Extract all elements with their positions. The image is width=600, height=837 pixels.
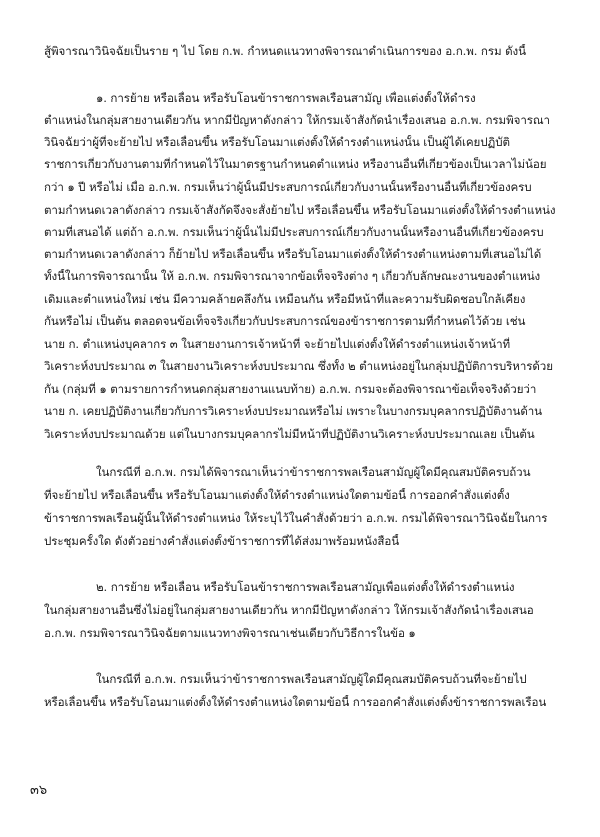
- paragraph-line: หรือเลื่อนขึ้น หรือรับโอนมาแต่งตั้งให้ดำรงตำแหน่งใดตามข้อนี้ การออกคำสั่งแต่งตั้งข้าราชการพลเรือน: [44, 695, 547, 709]
- paragraph-line: กันหรือไม่ เป็นต้น ตลอดจนข้อเท็จจริงเกี่ยวกับประสบการณ์ของข้าราชการตามที่กำหนดไว้ด้วย เช่น: [44, 314, 526, 328]
- paragraph-line: อ.ก.พ. กรมพิจารณาวินิจฉัยตามแนวทางพิจารณาเช่นเดียวกับวิธีการในข้อ ๑: [44, 626, 416, 640]
- paragraph-line: วิเคราะห์งบประมาณ ๓ ในสายงานวิเคราะห์งบประมาณ ซึ่งทั้ง ๒ ตำแหน่งอยู่ในกลุ่มปฏิบัติการบริหารด้วย: [44, 359, 553, 373]
- paragraph-line: ประชุมครั้งใด ดังตัวอย่างคำสั่งแต่งตั้งข้าราชการที่ได้ส่งมาพร้อมหนังสือนี้: [44, 534, 400, 548]
- paragraph-line: ตำแหน่งในกลุ่มสายงานเดียวกัน หากมีปัญหาดังกล่าว ให้กรมเจ้าสังกัดนำเรื่องเสนอ อ.ก.พ. กรมพิจารณา: [44, 113, 550, 127]
- paragraph-line: ราชการเกี่ยวกับงานตามที่กำหนดไว้ในมาตรฐานกำหนดตำแหน่ง หรืองานอื่นที่เกี่ยวข้องเป็นเวลาไม่น้อย: [44, 157, 547, 171]
- section-2-heading-line: ๒. การย้าย หรือเลื่อน หรือรับโอนข้าราชการพลเรือนสามัญเพื่อแต่งตั้งให้ดำรงตำแหน่ง: [96, 580, 515, 594]
- paragraph-indent-line: ในกรณีที่ อ.ก.พ. กรมได้พิจารณาเห็นว่าข้าราชการพลเรือนสามัญผู้ใดมีคุณสมบัติครบถ้วน: [96, 465, 531, 479]
- paragraph-line: ตามกำหนดเวลาดังกล่าว ก็ย้ายไป หรือเลื่อนขึ้น หรือรับโอนมาแต่งตั้งให้ดำรงตำแหน่งตามที่เสนอไม่ได้: [44, 247, 542, 261]
- paragraph-line: กว่า ๑ ปี หรือไม่ เมื่อ อ.ก.พ. กรมเห็นว่าผู้นั้นมีประสบการณ์เกี่ยวกับงานนั้นหรืองานอื่นที่เกี่ยวข้องครบ: [44, 180, 532, 194]
- paragraph-line: สู้พิจารณาวินิจฉัยเป็นราย ๆ ไป โดย ก.พ. กำหนดแนวทางพิจารณาดำเนินการของ อ.ก.พ. กรม ดังนี้: [44, 44, 526, 58]
- paragraph-indent-line: ในกรณีที่ อ.ก.พ. กรมเห็นว่าข้าราชการพลเรือนสามัญผู้ใดมีคุณสมบัติครบถ้วนที่จะย้ายไป: [96, 672, 527, 686]
- paragraph-line: ที่จะย้ายไป หรือเลื่อนขึ้น หรือรับโอนมาแต่งตั้งให้ดำรงตำแหน่งใดตามข้อนี้ การออกคำสั่งแต่งตั้ง: [44, 488, 510, 502]
- paragraph-line: ข้าราชการพลเรือนผู้นั้นให้ดำรงตำแหน่ง ให้ระบุไว้ในคำสั่งด้วยว่า อ.ก.พ. กรมได้พิจารณาวินิจฉัยในการ: [44, 511, 548, 525]
- paragraph-line: นาย ก. ตำแหน่งบุคลากร ๓ ในสายงานการเจ้าหน้าที่ จะย้ายไปแต่งตั้งให้ดำรงตำแหน่งเจ้าหน้าที่: [44, 337, 511, 351]
- paragraph-line: วิเคราะห์งบประมาณด้วย แต่ในบางกรมบุคลากรไม่มีหน้าที่ปฏิบัติงานวิเคราะห์งบประมาณเลย เป็นต้น: [44, 427, 535, 441]
- paragraph-line: กัน (กลุ่มที่ ๑ ตามรายการกำหนดกลุ่มสายงานแนบท้าย) อ.ก.พ. กรมจะต้องพิจารณาข้อเท็จจริงด้วยว่า: [44, 382, 537, 396]
- paragraph-line: ในกลุ่มสายงานอื่นซึ่งไม่อยู่ในกลุ่มสายงานเดียวกัน หากมีปัญหาดังกล่าว ให้กรมเจ้าสังกัดนำเรื่องเสนอ: [44, 603, 534, 617]
- paragraph-line: นาย ก. เคยปฏิบัติงานเกี่ยวกับการวิเคราะห์งบประมาณหรือไม่ เพราะในบางกรมบุคลากรปฏิบัติงานด้าน: [44, 404, 542, 418]
- paragraph-line: ทั้งนี้ในการพิจารณานั้น ให้ อ.ก.พ. กรมพิจารณาจากข้อเท็จจริงต่าง ๆ เกี่ยวกับลักษณะงานของตำแหน่ง: [44, 269, 541, 283]
- page-number: ๓๖: [30, 783, 48, 798]
- paragraph-line: วินิจฉัยว่าผู้ที่จะย้ายไป หรือเลื่อนขึ้น หรือรับโอนมาแต่งตั้งให้ดำรงตำแหน่งนั้น เป็นผู้ได้เคยปฏิบัติ: [44, 135, 510, 149]
- paragraph-line: ตามที่เสนอได้ แต่ถ้า อ.ก.พ. กรมเห็นว่าผู้นั้นไม่มีประสบการณ์เกี่ยวกับงานนั้นหรืองานอื่นที่เกี่ยวข้องครบ: [44, 225, 544, 239]
- paragraph-line: ตามกำหนดเวลาดังกล่าว กรมเจ้าสังกัดจึงจะสั่งย้ายไป หรือเลื่อนขึ้น หรือรับโอนมาแต่งตั้งให้ดำรงตำแหน่ง: [44, 203, 556, 217]
- section-1-heading-line: ๑. การย้าย หรือเลื่อน หรือรับโอนข้าราชการพลเรือนสามัญ เพื่อแต่งตั้งให้ดำรง: [96, 91, 476, 105]
- paragraph-line: เดิมและตำแหน่งใหม่ เช่น มีความคล้ายคลึงกัน เหมือนกัน หรือมีหน้าที่และความรับผิดชอบใกล้เคียง: [44, 292, 526, 306]
